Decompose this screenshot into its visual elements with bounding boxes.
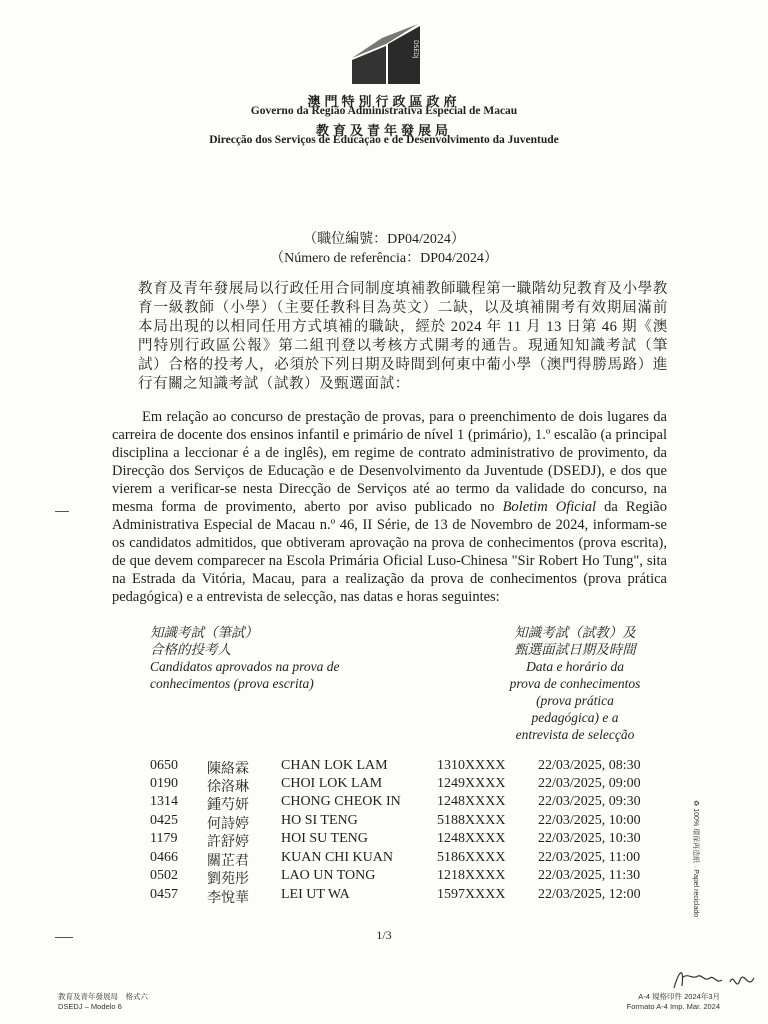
reference-zh: （職位編號：DP04/2024） [303, 232, 465, 247]
margin-mark [55, 511, 69, 512]
notice-paragraph-zh: 教育及青年發展局以行政任用合同制度填補教師職程第一職階幼兒教育及小學教育一級教師（小學）（主要任教科目為英文）二缺，以及填補開考有效期屆滿前本局出現的以相同任用方式填補的職缺，經於 2024 年 11 月 13 日第 46 期《澳門特別行政區公報》第二組刊登以考核方式開考的通告。現通知知識考試（筆試）合格的投考人，必須於下列日期及時間到何東中葡小學（澳門得勝馬路）進行有關之知識考試（試教）及甄選面試： [138, 281, 668, 392]
table-row: 1314 鍾芍妍 CHONG CHEOK IN 1248XXXX 22/03/2025, 09:30 [150, 794, 641, 813]
left-column-header: 知識考試（筆試） 合格的投考人 Candidatos aprovados na prova de conhecimentos (prova escrita) [150, 625, 340, 691]
print-format: A-4 規格印件 2024年3月 Formato A-4 Imp. Mar. 2024 [626, 992, 720, 1011]
page-number: 1/3 [376, 928, 392, 942]
right-column-header: 知識考試（試教）及 甄選面試日期及時間 Data e horário da prova de conhecimentos (prova prática pedagógica) e a entrevista de selecção [509, 625, 641, 742]
dept-title-pt: Direcção dos Serviços de Educação e de Desenvolvimento da Juventude [209, 134, 559, 146]
logo-text: DSEDJ [412, 40, 419, 59]
gov-title-pt: Governo da Região Administrativa Especial de Macau [250, 105, 518, 117]
table-row: 0457 李悅華 LEI UT WA 1597XXXX 22/03/2025, 12:00 [150, 887, 641, 906]
recycled-paper-note: ♻ 100% 環保再造紙 · Papel reciclado [692, 800, 699, 918]
form-code: 教育及青年發展局 格式六 DSEDJ – Modelo 6 [58, 992, 148, 1011]
table-row: 1179 許舒婷 HOI SU TENG 1248XXXX 22/03/2025, 10:30 [150, 831, 641, 850]
dept-title-zh: 教育及青年發展局 [315, 123, 452, 138]
boletim-oficial: Boletim Oficial [502, 499, 597, 515]
table-row: 0466 關芷君 KUAN CHI KUAN 5186XXXX 22/03/2025, 11:00 [150, 850, 641, 869]
recycle-icon: ♻ [692, 800, 699, 809]
table-row: 0190 徐洛琳 CHOI LOK LAM 1249XXXX 22/03/2025, 09:00 [150, 776, 641, 795]
table-row: 0650 陳絡霖 CHAN LOK LAM 1310XXXX 22/03/2025, 08:30 [150, 758, 641, 777]
reference-pt: （Número de referência：DP04/2024） [270, 251, 498, 266]
gov-title-zh: 澳門特別行政區政府 [307, 94, 461, 109]
dsedj-logo [352, 20, 420, 84]
notice-paragraph-pt: Em relação ao concurso de prestação de provas, para o preenchimento de dois lugares da carreira de docente dos ensinos infantil e primário de nível 1 (primário), 1.º escalão (a principal disciplina a leccionar é a de inglês), em regime de contrato administrativo de provimento, da Direcção dos Serviços de Educação e de Desenvolvimento da Juventude (DSEDJ), e dos que vierem a verificar-se nesta Direcção de Serviços até ao termo da validade do concurso, na mesma forma de provimento, aberto por aviso publicado no Boletim Oficial da Região Administrativa Especial de Macau n.º 46, II Série, de 13 de Novembro de 2024, informam-se os candidatos admitidos, que obtiveram aprovação na prova de conhecimentos (prova escrita), de que devem comparecer na Escola Primária Oficial Luso-Chinesa "Sir Robert Ho Tung", sita na Estrada da Vitória, Macau, para a realização da prova de conhecimentos (prova prática pedagógica) e a entrevista de selecção, nas datas e horas seguintes: [112, 409, 667, 605]
table-row: 0425 何詩婷 HO SI TENG 5188XXXX 22/03/2025, 10:00 [150, 813, 641, 832]
table-row: 0502 劉苑彤 LAO UN TONG 1218XXXX 22/03/2025, 11:30 [150, 868, 641, 887]
